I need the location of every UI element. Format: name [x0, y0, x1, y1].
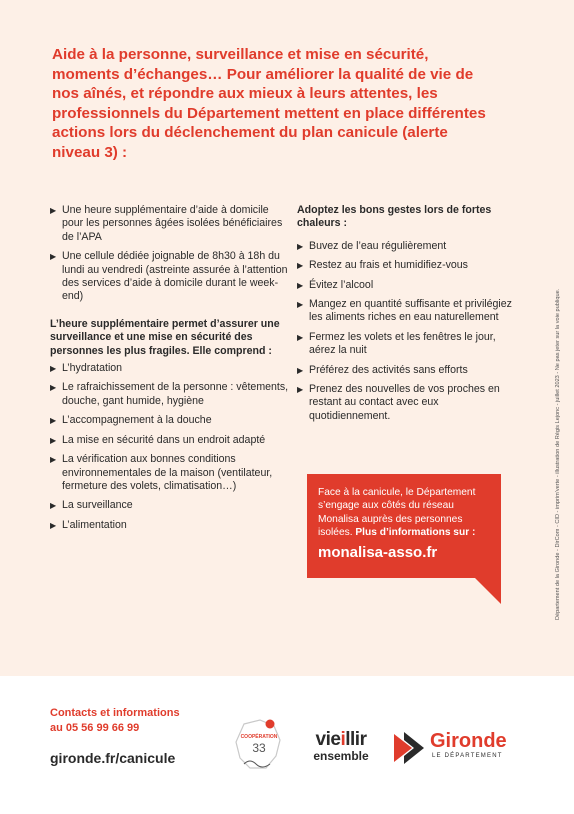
side-note	[555, 120, 563, 620]
list-item-text: Le rafraichissement de la personne : vêtements, douche, gant humide, hygiène	[62, 381, 289, 407]
list-item-text: La surveillance	[62, 499, 133, 512]
bullet-arrow-icon: ▶	[297, 261, 304, 271]
gironde-mark-icon	[390, 728, 428, 768]
callout-text: Face à la canicule, le Département s’engage aux côtés du réseau Monalisa auprès des personnes isolées.	[318, 487, 476, 539]
bullet-arrow-icon: ▶	[50, 455, 57, 465]
bullet-arrow-icon: ▶	[50, 501, 57, 511]
left-heading: L’heure supplémentaire permet d’assurer une surveillance et une mise en sécurité des personnes les plus fragiles. Elle comprend :	[50, 317, 280, 357]
list-item	[297, 279, 517, 292]
list-item	[50, 250, 290, 304]
badge-number: 33	[252, 741, 266, 755]
list-item-text: Préférez des activités sans efforts	[309, 363, 468, 376]
bullet-arrow-icon: ▶	[50, 435, 57, 445]
hour-services-list	[50, 362, 290, 532]
list-item	[50, 414, 290, 427]
list-item-text: Une cellule dédiée joignable de 8h30 à 18h du lundi au vendredi (astreinte assurée à l’attention des services d’aide à domicile durant le week-end)	[62, 250, 288, 303]
contacts-block	[50, 706, 180, 735]
ensemble-word: ensemble	[313, 749, 369, 763]
list-item	[50, 381, 290, 408]
bullet-arrow-icon: ▶	[297, 332, 304, 342]
vieillir-ensemble-logo	[302, 730, 380, 763]
list-item	[297, 259, 517, 272]
vieillir-part-1: vie	[315, 729, 341, 750]
list-item-text: Prenez des nouvelles de vos proches en restant au contact avec eux quotidiennement.	[309, 383, 500, 422]
contacts-phone[interactable]: au 05 56 99 66 99	[50, 721, 140, 734]
list-item-text: L’alimentation	[62, 518, 127, 531]
list-item	[50, 499, 290, 512]
left-column	[50, 204, 290, 532]
list-item	[297, 331, 517, 358]
list-item-text: L’accompagnement à la douche	[62, 414, 212, 427]
gironde-name: Gironde	[430, 730, 507, 752]
bullet-arrow-icon: ▶	[297, 241, 304, 251]
bullet-arrow-icon: ▶	[50, 206, 57, 215]
vieillir-part-3: llir	[345, 729, 367, 750]
bullet-arrow-icon: ▶	[50, 416, 57, 426]
vieillir-part-2: i	[340, 729, 346, 750]
list-item	[50, 434, 290, 447]
bullet-arrow-icon: ▶	[50, 364, 57, 374]
cooperation-33-logo	[230, 716, 288, 774]
list-item	[50, 453, 290, 493]
list-item	[50, 204, 290, 244]
list-item-text: Mangez en quantité suffisante et privilégiez les aliments riches en eau naturellement	[309, 298, 512, 324]
gironde-subtitle: LE DÉPARTEMENT	[432, 753, 503, 759]
badge-top-text: COOPÉRATION	[240, 734, 278, 740]
bullet-arrow-icon: ▶	[297, 385, 304, 395]
bullet-arrow-icon: ▶	[50, 520, 57, 530]
list-item-text: Évitez l’alcool	[309, 278, 374, 291]
side-note-text: Département de la Gironde - DirCom - CID - imprim'verte - illustration de Régis Lejonc - juillet 2023 - Ne pas jeter sur la voie publique.	[555, 288, 561, 620]
bullet-arrow-icon: ▶	[297, 300, 304, 310]
list-item-text: La mise en sécurité dans un endroit adapté	[62, 433, 266, 446]
canicule-site-link[interactable]: gironde.fr/canicule	[50, 750, 176, 766]
list-item-text: La vérification aux bonnes conditions environnementales de la maison (ventilateur, fermeture des volets, climatisation…)	[62, 453, 273, 492]
bullet-arrow-icon: ▶	[297, 280, 304, 290]
callout-more: Plus d’informations sur :	[355, 527, 476, 539]
heat-tips-list	[297, 240, 517, 423]
bullet-arrow-icon: ▶	[297, 365, 304, 375]
list-item	[297, 298, 517, 325]
list-item-text: L’hydratation	[62, 362, 123, 375]
gironde-logo	[390, 728, 530, 768]
list-item	[50, 362, 290, 375]
list-item	[50, 519, 290, 532]
list-item-text: Restez au frais et humidifiez-vous	[309, 259, 468, 272]
list-item	[297, 364, 517, 377]
intro-paragraph: Aide à la personne, surveillance et mise en sécurité, moments d’échanges… Pour améliorer la qualité de vie de nos aînés, et répondre aux mieux à leurs attentes, les professionnels du Département mettent en place différentes actions lors du déclenchement du plan canicule (alerte niveau 3) :	[52, 46, 486, 161]
list-item	[297, 240, 517, 253]
bullet-arrow-icon: ▶	[50, 252, 57, 262]
monalisa-link[interactable]: monalisa-asso.fr	[318, 543, 438, 561]
list-item-text: Fermez les volets et les fenêtres le jour, aérez la nuit	[309, 330, 496, 357]
right-column	[297, 204, 517, 423]
callout-tail	[475, 578, 501, 604]
list-item	[297, 383, 517, 423]
bullet-arrow-icon: ▶	[50, 383, 57, 393]
support-actions-list	[50, 204, 290, 304]
list-item-text: Buvez de l’eau régulièrement	[309, 239, 447, 252]
monalisa-callout	[307, 474, 501, 578]
contacts-title: Contacts et informations	[50, 707, 180, 719]
list-item-text: Une heure supplémentaire d’aide à domicile pour les personnes âgées isolées bénéficiaires de l’APA	[62, 204, 283, 243]
right-heading: Adoptez les bons gestes lors de fortes chaleurs :	[297, 204, 492, 230]
